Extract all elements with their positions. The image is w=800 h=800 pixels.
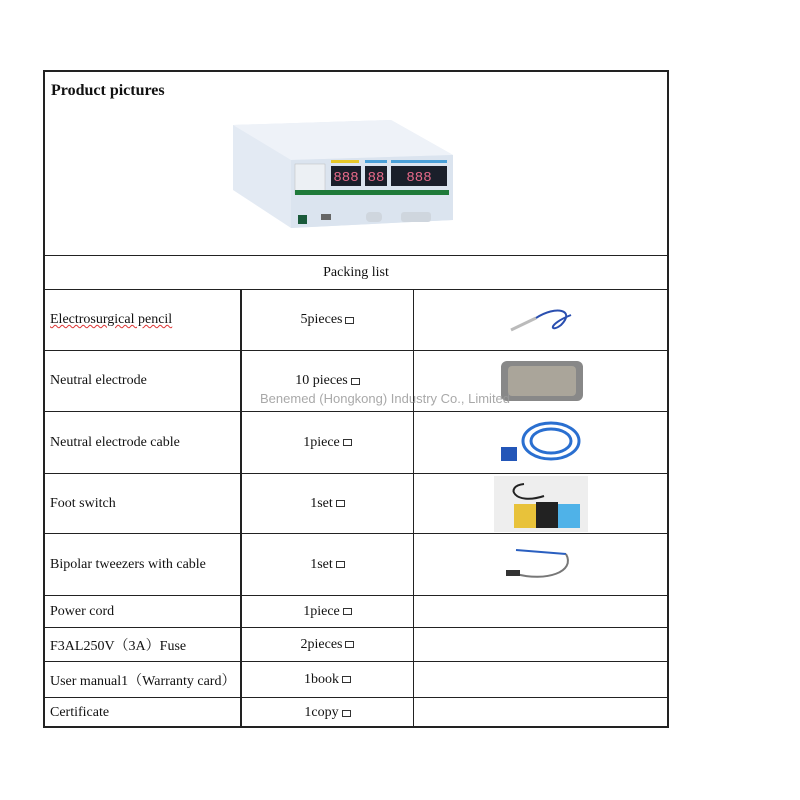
checkbox-icon [343,608,352,615]
item-name: User manual1（Warranty card） [50,673,236,689]
product-pictures-row [45,72,667,256]
electrosurgical-unit-photo [231,120,453,230]
item-qty: 1copy [304,705,339,720]
item-qty: 1piece [303,603,340,619]
item-name: Bipolar tweezers with cable [50,556,206,572]
section-title: Product pictures [51,82,165,99]
checkbox-icon [336,561,345,568]
watermark: Benemed (Hongkong) Industry Co., Limited [260,391,511,406]
item-name: Power cord [50,603,115,619]
item-qty: 1book [304,671,339,687]
checkbox-icon [342,710,351,717]
checkbox-icon [343,439,352,446]
checkbox-icon [345,641,354,648]
bipolar-tweezers-photo [496,542,586,588]
item-name: Foot switch [50,495,116,511]
display-left: 888 [333,170,359,186]
table-row [45,534,667,596]
foot-switch-photo [494,476,588,532]
neutral-electrode-cable-photo [496,417,586,469]
packing-list-header-row [45,256,667,290]
item-qty: 2pieces [300,636,343,652]
item-name: Electrosurgical pencil [50,312,173,327]
item-qty: 1set [310,556,333,572]
checkbox-icon [345,317,354,324]
display-middle: 88 [367,170,385,186]
display-right: 888 [406,170,432,186]
table-row [45,412,667,474]
table-row [45,662,667,698]
item-name: Neutral electrode [50,373,147,388]
packing-list-title: Packing list [323,264,389,280]
item-qty: 1set [310,495,333,511]
table-row [45,474,667,534]
item-name: Neutral electrode cable [50,434,180,450]
checkbox-icon [336,500,345,507]
item-name: F3AL250V（3A）Fuse [50,638,187,654]
checkbox-icon [342,676,351,683]
table-row [45,596,667,628]
electrosurgical-pencil-photo [501,300,581,340]
checkbox-icon [351,378,360,385]
table-row [45,290,667,351]
item-qty: 5pieces [300,312,343,327]
item-qty: 1piece [303,434,340,450]
table-row [45,628,667,662]
item-name: Certificate [50,705,110,720]
item-qty: 10 pieces [295,373,348,388]
table-row [45,698,667,728]
